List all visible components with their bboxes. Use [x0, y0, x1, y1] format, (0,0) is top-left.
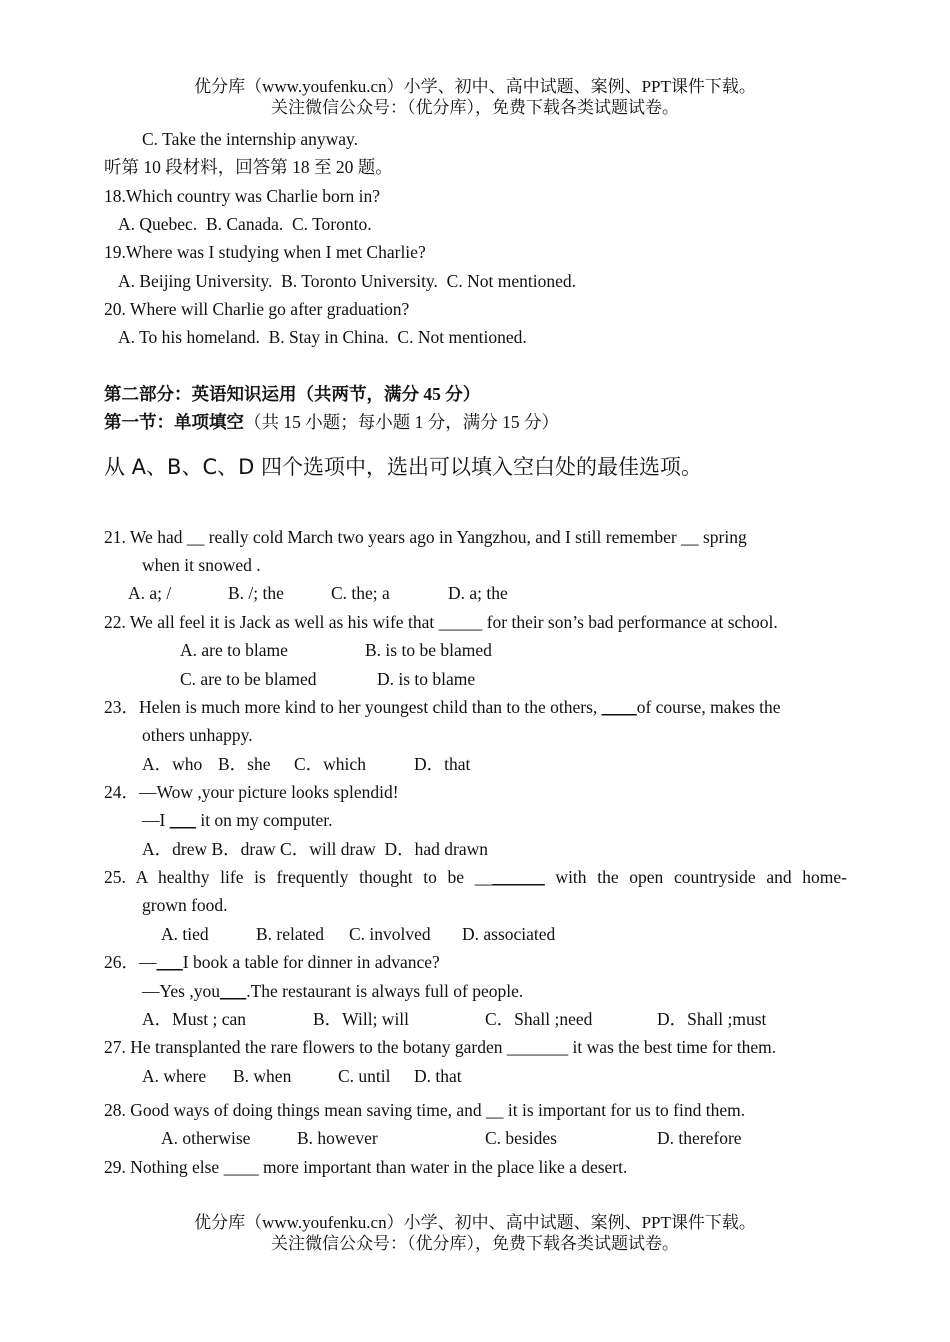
- q26-option-b: B．Will; will: [313, 1009, 410, 1029]
- q28-option-a: A. otherwise: [161, 1128, 251, 1148]
- q21-option-d: D. a; the: [448, 583, 508, 603]
- q18-stem: 18.Which country was Charlie born in?: [104, 186, 381, 206]
- q25-blank: ______: [492, 867, 545, 887]
- part2-title: 第二部分：英语知识运用（共两节，满分 45 分）: [104, 384, 481, 404]
- q26-text-a: 26．—: [104, 952, 157, 972]
- section1-title-rest: （共 15 小题；每小题 1 分，满分 15 分）: [244, 412, 559, 432]
- q25-option-b: B. related: [256, 924, 325, 944]
- listening-intro: 听第 10 段材料，回答第 18 至 20 题。: [104, 157, 393, 177]
- q27-stem: 27. He transplanted the rare flowers to the botany garden _______ it was the best time for them.: [104, 1037, 777, 1057]
- q24-stem-line2: [142, 809, 333, 831]
- q28-option-c: C. besides: [485, 1128, 557, 1148]
- q19-stem: 19.Where was I studying when I met Charlie?: [104, 242, 426, 262]
- q21-option-b: B. /; the: [228, 583, 284, 603]
- q25-stem-line1-text: [104, 866, 847, 888]
- q24-stem-line1: 24．—Wow ,your picture looks splendid!: [104, 782, 399, 802]
- q25-option-d: D. associated: [462, 924, 556, 944]
- q22-option-c: C. are to be blamed: [180, 669, 317, 689]
- q27-option-a: A. where: [142, 1066, 207, 1086]
- q27-option-d: D. that: [414, 1066, 462, 1086]
- q24-text-a: —I: [142, 810, 170, 830]
- q26-blank-2: ___: [219, 981, 247, 1001]
- q26-option-a: A．Must ; can: [142, 1009, 247, 1029]
- q26-text-c: —Yes ,you: [142, 981, 220, 1001]
- q24-options: A．drew B．draw C．will draw D．had drawn: [142, 839, 489, 859]
- q27-option-b: B. when: [233, 1066, 292, 1086]
- q23-option-c: C．which: [294, 754, 366, 774]
- q28-stem: 28. Good ways of doing things mean saving time, and __ it is important for us to find them.: [104, 1100, 746, 1120]
- q25-text-b: with the open countryside and home-: [544, 867, 847, 887]
- q22-stem: 22. We all feel it is Jack as well as his wife that _____ for their son’s bad performance at school.: [104, 612, 778, 632]
- section-instruction: 从 A、B、C、D 四个选项中，选出可以填入空白处的最佳选项。: [104, 455, 702, 479]
- q24-blank: ___: [169, 810, 196, 830]
- q21-stem-line2: when it snowed .: [142, 555, 261, 575]
- q27-option-c: C. until: [338, 1066, 391, 1086]
- footer-line-2: 关注微信公众号：（优分库），免费下载各类试题试卷。: [271, 1234, 679, 1253]
- q23-text-a: Helen is much more kind to her youngest child than to the others,: [139, 697, 602, 717]
- q26-text-d: .The restaurant is always full of people.: [246, 981, 524, 1001]
- q25-stem-line1: [104, 866, 847, 888]
- header-line-2: 关注微信公众号：（优分库），免费下载各类试题试卷。: [271, 98, 679, 117]
- q20-options: A. To his homeland. B. Stay in China. C. Not mentioned.: [118, 327, 527, 347]
- q18-options: A. Quebec. B. Canada. C. Toronto.: [118, 214, 372, 234]
- q21-option-c: C. the; a: [331, 583, 390, 603]
- q17-option-c: C. Take the internship anyway.: [142, 129, 359, 149]
- q26-text-b: I book a table for dinner in advance?: [182, 952, 440, 972]
- q28-option-b: B. however: [297, 1128, 378, 1148]
- section1-title: [104, 411, 559, 433]
- q21-stem-line1: 21. We had __ really cold March two years ago in Yangzhou, and I still remember __ spring: [104, 527, 747, 547]
- q28-option-d: D. therefore: [657, 1128, 742, 1148]
- q26-option-d: D．Shall ;must: [657, 1009, 767, 1029]
- q23-stem-line1: [104, 696, 781, 718]
- q29-stem: 29. Nothing else ____ more important than water in the place like a desert.: [104, 1157, 628, 1177]
- q24-text-b: it on my computer.: [195, 810, 333, 830]
- header-line-1: 优分库（www.youfenku.cn）小学、初中、高中试题、案例、PPT课件下载。: [194, 77, 756, 96]
- page-header: [0, 76, 950, 118]
- footer-line-1: 优分库（www.youfenku.cn）小学、初中、高中试题、案例、PPT课件下载。: [194, 1213, 756, 1232]
- q19-options: A. Beijing University. B. Toronto University. C. Not mentioned.: [118, 271, 576, 291]
- q23-text-b: of course, makes the: [636, 697, 781, 717]
- q23-option-b: B．she: [218, 754, 271, 774]
- q20-stem: 20. Where will Charlie go after graduation?: [104, 299, 410, 319]
- q25-option-a: A. tied: [161, 924, 209, 944]
- section1-title-bold: 第一节：单项填空: [104, 412, 244, 432]
- q21-option-a: A. a; /: [128, 583, 172, 603]
- q26-stem-line1: [104, 951, 440, 973]
- q23-blank: ____: [601, 697, 637, 717]
- q25-stem-line2: grown food.: [142, 895, 228, 915]
- q26-option-c: C．Shall ;need: [485, 1009, 593, 1029]
- q23-stem-line2: others unhappy.: [142, 725, 253, 745]
- q22-option-a: A. are to blame: [180, 640, 288, 660]
- page-footer: [0, 1212, 950, 1254]
- q26-blank-1: ___: [156, 952, 183, 972]
- q25-text-a: 25. A healthy life is frequently thought to be __: [104, 867, 493, 887]
- q23-option-a: A．who: [142, 754, 203, 774]
- q26-stem-line2: [142, 980, 523, 1002]
- q25-option-c: C. involved: [349, 924, 431, 944]
- q23-option-d: D．that: [414, 754, 471, 774]
- q22-option-b: B. is to be blamed: [365, 640, 492, 660]
- q23-number: 23．: [104, 697, 139, 717]
- q22-option-d: D. is to blame: [377, 669, 476, 689]
